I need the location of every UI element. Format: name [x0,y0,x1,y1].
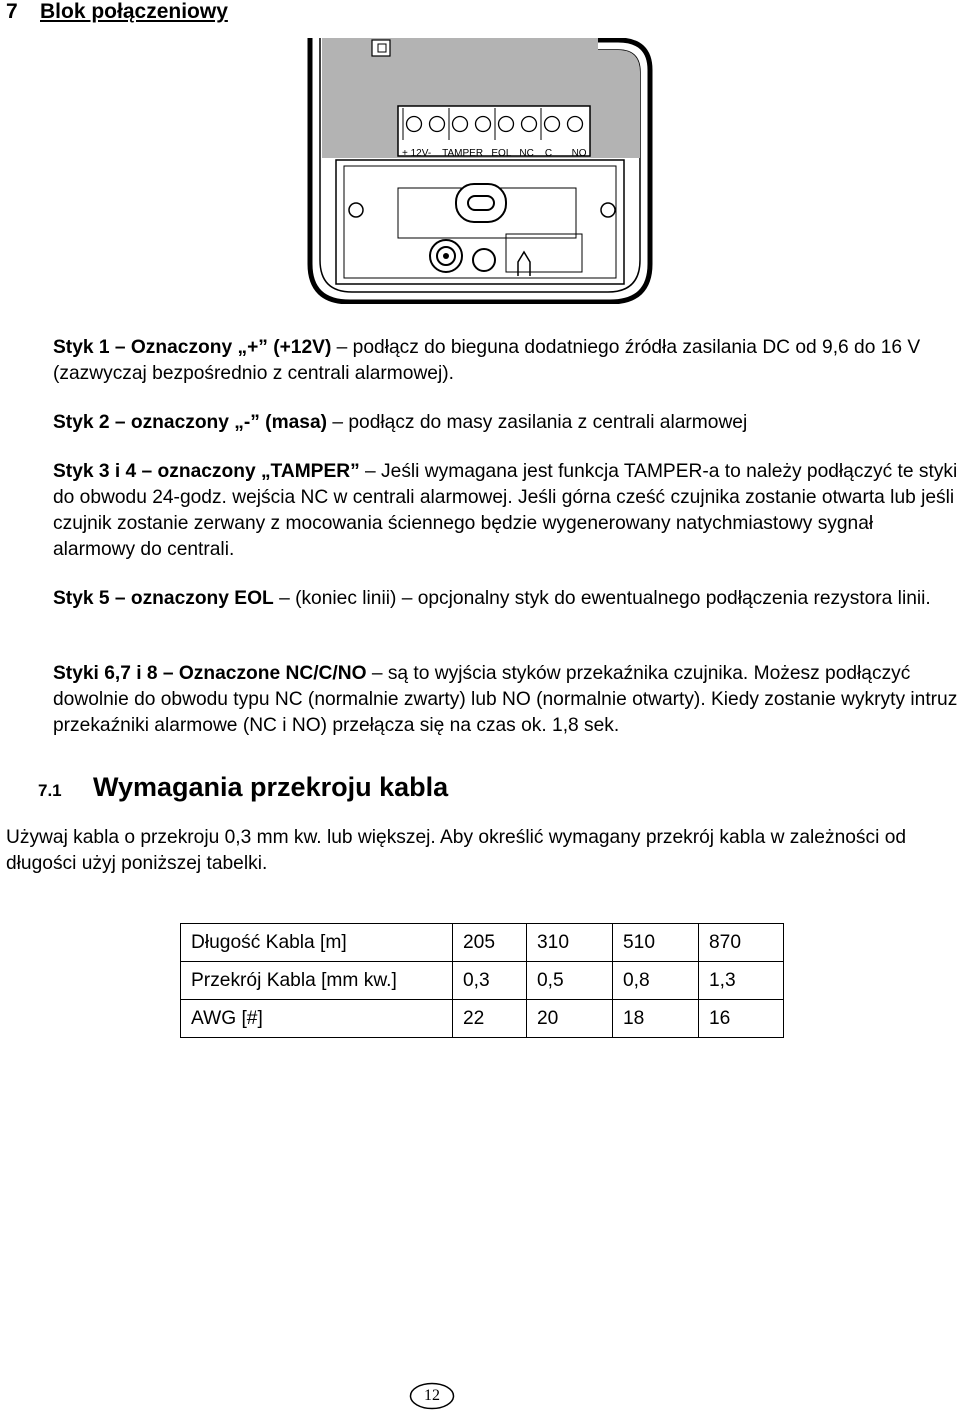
subsection-heading [38,772,448,803]
table-row [181,1000,784,1038]
table-row [181,962,784,1000]
section-title: Blok połączeniowy [40,0,228,23]
table-cell: 870 [699,924,784,962]
table-cell: 510 [613,924,699,962]
table-cell: 205 [453,924,527,962]
table-cell: 16 [699,1000,784,1038]
paragraph-styki-6-8: Styki 6,7 i 8 – Oznaczone NC/C/NO – są to wyjścia styków przekaźnika czujnika. Możesz podłączyć dowolnie do obwodu typu NC (normalnie zwarty) lub NO (normalnie otwarty). Kiedy zostanie wykryty intruz przekaźniki alarmowe (NC i NO) przełącza się na czas ok. 1,8 sek. [53,663,958,736]
terminal-block-diagram [306,38,654,304]
intro-paragraph: Używaj kabla o przekroju 0,3 mm kw. lub większej. Aby określić wymagany przekrój kabla w zależności od długości użyj poniższej tabelki. [6,827,907,874]
screw-left [349,203,363,217]
paragraph-styk-5: Styk 5 – oznaczony EOL – (koniec linii) – opcjonalny styk do ewentualnego podłączenia rezystora linii. [53,588,931,609]
table-cell: 18 [613,1000,699,1038]
table-cell: 310 [527,924,613,962]
table-row [181,924,784,962]
terminal-label: + 12V- TAMPER EOL NC C NO [402,148,587,159]
table-cell: 0,3 [453,962,527,1000]
cable-table [180,923,784,1038]
table-cell: 1,3 [699,962,784,1000]
page-number: 12 [409,1382,455,1410]
section-heading [6,0,228,24]
table-cell: 0,8 [613,962,699,1000]
table-cell: Długość Kabla [m] [181,924,453,962]
paragraph-styk-3-4: Styk 3 i 4 – oznaczony „TAMPER” – Jeśli wymagana jest funkcja TAMPER-a to należy podłączyć te styki do obwodu 24-godz. wejścia NC w centrali alarmowej. Jeśli górna cześć czujnika zostanie otwarta lub jeśli czujnik zostanie zerwany z mocowania ściennego będzie wygenerowany natychmiastowy sygnał alarmowy do centrali. [53,461,958,560]
paragraph-styk-1: Styk 1 – Oznaczony „+” (+12V) – podłącz do bieguna dodatniego źródła zasilania DC od 9,6 do 16 V (zazwyczaj bezpośrednio z centrali alarmowej). [53,337,921,384]
screw-right [601,203,615,217]
table-cell: Przekrój Kabla [mm kw.] [181,962,453,1000]
table-cell: 0,5 [527,962,613,1000]
table-cell: AWG [#] [181,1000,453,1038]
paragraph-styk-2: Styk 2 – oznaczony „-” (masa) – podłącz do masy zasilania z centrali alarmowej [53,412,748,433]
subsection-title: Wymagania przekroju kabla [93,772,449,802]
table-cell: 22 [453,1000,527,1038]
subsection-number: 7.1 [38,781,62,800]
table-cell: 20 [527,1000,613,1038]
section-number: 7 [6,0,18,23]
